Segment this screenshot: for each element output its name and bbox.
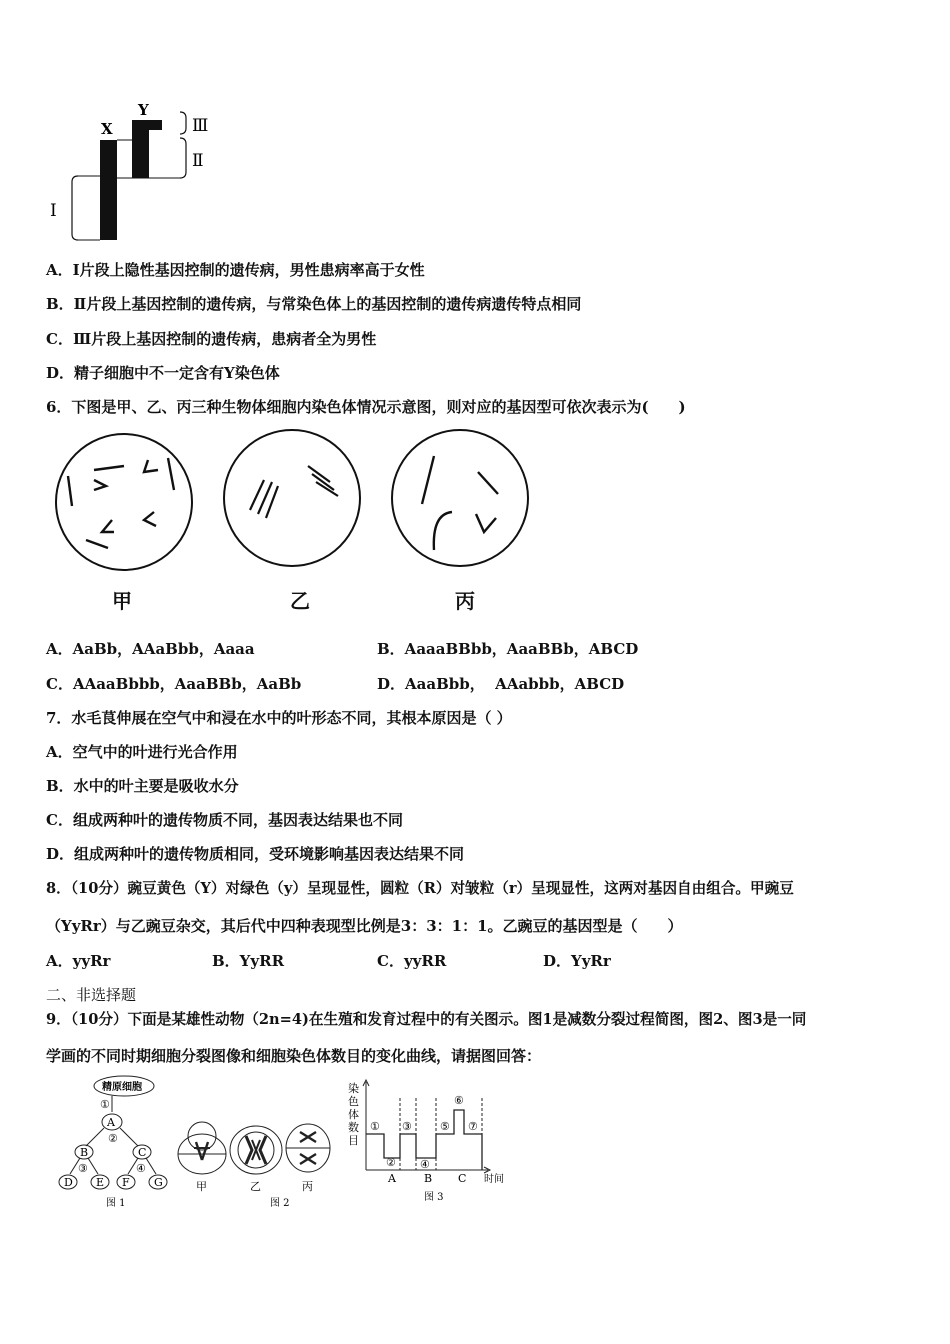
- x-label: X: [101, 120, 113, 138]
- q7-stem: 7．水毛茛伸展在空气中和浸在水中的叶形态不同，其根本原因是（ ）: [46, 709, 512, 727]
- q8-option-c: C．yyRR: [377, 952, 447, 970]
- bracket-seg1: [72, 176, 78, 240]
- step-2-label: ②: [108, 1132, 118, 1145]
- node-g-label: G: [154, 1176, 163, 1189]
- q6-cell-figure: [50, 428, 540, 588]
- node-c-label: C: [138, 1146, 147, 1159]
- y-label: Y: [138, 101, 149, 119]
- figure-1-caption: 图 1: [106, 1198, 126, 1209]
- q9-stem-1: 9．（10分）下面是某雄性动物（2n=4)在生殖和发育过程中的有关图示。图1是减数分裂过程简图，图2、图3是一同: [46, 1011, 807, 1028]
- section-heading: 二、非选择题: [46, 986, 137, 1004]
- step-1-label: ①: [100, 1098, 110, 1111]
- q6-option-a: A．AaBb，AAaBbb，Aaaa: [46, 640, 255, 658]
- seg1-label: Ⅰ: [50, 201, 57, 221]
- q7-option-a: A．空气中的叶进行光合作用: [46, 743, 238, 761]
- mark-6: ⑥: [454, 1094, 464, 1107]
- tick-a: A: [388, 1172, 396, 1185]
- node-f-label: F: [122, 1176, 130, 1189]
- xy-chromosome-figure: [40, 98, 240, 248]
- mark-3: ③: [402, 1120, 412, 1133]
- tick-b: B: [424, 1172, 433, 1185]
- q5-option-b: B．Ⅱ片段上基因控制的遗传病，与常染色体上的基因控制的遗传病遗传特点相同: [46, 295, 582, 313]
- cell-yi: [224, 430, 360, 566]
- mark-4: ④: [420, 1158, 430, 1171]
- step-3-label: ③: [78, 1162, 88, 1175]
- figure-1-svg: [52, 1074, 178, 1214]
- q5-option-c: C．Ⅲ片段上基因控制的遗传病，患病者全为男性: [46, 330, 377, 348]
- figure-1: [52, 1074, 178, 1214]
- mark-5: ⑤: [440, 1120, 450, 1133]
- q9-stem-2: 学画的不同时期细胞分裂图像和细胞染色体数目的变化曲线，请据图回答：: [46, 1047, 542, 1065]
- q6-stem: 6．下图是甲、乙、丙三种生物体细胞内染色体情况示意图，则对应的基因型可依次表示为( ): [46, 398, 686, 416]
- cell-2-jia: [178, 1122, 226, 1174]
- node-d-label: D: [64, 1176, 73, 1189]
- figure-3-svg: [340, 1078, 520, 1210]
- figure-3: [340, 1078, 520, 1210]
- bracket-seg2: [180, 138, 186, 178]
- figure-3-caption: 图 3: [424, 1192, 444, 1203]
- mark-7: ⑦: [468, 1120, 478, 1133]
- node-b-label: B: [80, 1146, 89, 1159]
- seg3-label: Ⅲ: [192, 116, 209, 136]
- ylabel-char-4: 数: [348, 1121, 359, 1134]
- q5-option-d: D．精子细胞中不一定含有Y染色体: [46, 364, 280, 382]
- cell-jia: [56, 434, 192, 570]
- q8-option-d: D．YyRr: [543, 952, 611, 970]
- cell-2-bing-label: 丙: [302, 1180, 313, 1193]
- ylabel-char-1: 染: [348, 1082, 359, 1095]
- figure-2: [176, 1108, 336, 1214]
- q8-stem-1: 8．（10分）豌豆黄色（Y）对绿色（y）呈现显性，圆粒（R）对皱粒（r）呈现显性，这两对基因自由组合。甲豌豆: [46, 880, 794, 897]
- q6-cells-svg: [50, 428, 540, 588]
- ylabel-char-5: 目: [348, 1134, 359, 1147]
- x-chromosome: [100, 140, 117, 240]
- seg2-label: Ⅱ: [192, 151, 204, 171]
- q5-option-a: A．Ⅰ片段上隐性基因控制的遗传病，男性患病率高于女性: [46, 261, 425, 279]
- cell-bing: [392, 430, 528, 566]
- node-e-label: E: [96, 1176, 105, 1189]
- cell-2-bing: [286, 1124, 330, 1172]
- q8-option-a: A．yyRr: [46, 952, 111, 970]
- figure-2-caption: 图 2: [270, 1198, 290, 1209]
- label-jia: 甲: [112, 589, 132, 613]
- label-bing: 丙: [455, 589, 475, 613]
- node-a-label: A: [107, 1116, 115, 1129]
- ylabel-char-3: 体: [348, 1108, 359, 1121]
- q7-option-c: C．组成两种叶的遗传物质不同，基因表达结果也不同: [46, 811, 403, 829]
- cell-2-jia-label: 甲: [196, 1180, 207, 1193]
- cell-2-yi: [230, 1126, 282, 1174]
- ylabel-char-2: 色: [348, 1095, 359, 1108]
- q6-option-d: D．AaaBbb， AAabbb，ABCD: [377, 675, 625, 693]
- q8-stem-2: （YyRr）与乙豌豆杂交，其后代中四种表现型比例是3：3：1：1。乙豌豆的基因型是（ ）: [46, 917, 683, 935]
- step-4-label: ④: [136, 1162, 146, 1175]
- mark-2: ②: [386, 1156, 396, 1169]
- cell-2-yi-label: 乙: [250, 1180, 261, 1193]
- mark-1: ①: [370, 1120, 380, 1133]
- label-yi: 乙: [290, 589, 310, 613]
- xlabel: 时间: [484, 1174, 504, 1185]
- y-chromosome: [132, 120, 149, 178]
- bracket-seg3: [180, 112, 186, 134]
- xy-chromosome-svg: [40, 98, 240, 248]
- figure-2-svg: [176, 1108, 336, 1214]
- q7-option-d: D．组成两种叶的遗传物质相同，受环境影响基因表达结果不同: [46, 845, 465, 863]
- q6-option-c: C．AAaaBbbb，AaaBBb，AaBb: [46, 675, 302, 693]
- root-label: 精原细胞: [102, 1082, 142, 1093]
- q8-option-b: B．YyRR: [212, 952, 285, 970]
- q7-option-b: B．水中的叶主要是吸收水分: [46, 777, 239, 795]
- q6-option-b: B．AaaaBBbb，AaaBBb，ABCD: [377, 640, 639, 658]
- tick-c: C: [458, 1172, 467, 1185]
